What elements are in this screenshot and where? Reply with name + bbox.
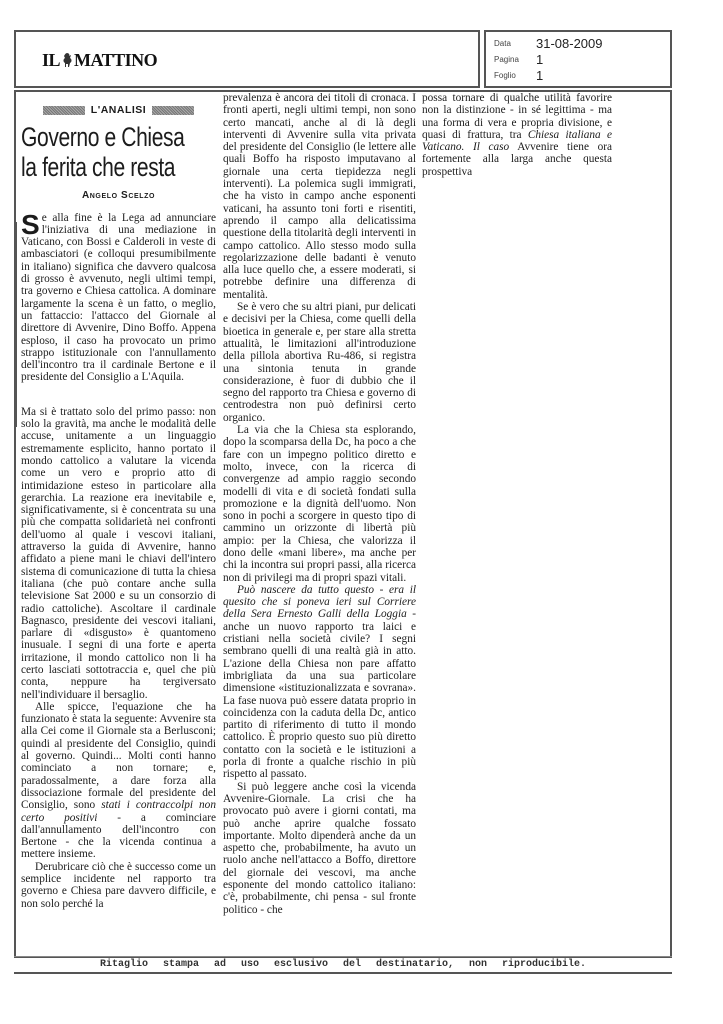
headline-line-2: la ferita che resta	[21, 152, 176, 183]
meta-value-sheet: 1	[536, 68, 544, 83]
section-kicker	[21, 104, 216, 116]
newspaper-logo	[42, 50, 157, 71]
intro-text: e alla fine è la Lega ad annunciare l'iniziativa di una mediazione in Vaticano, con Bossi e Calderoli in veste di ambasciatori (e colloqui presumibilmente in italiano) significa che davvero qualcosa di grosso è avvenuto, negli ultimi tempi, tra governo e Chiesa cattolica. A dominare largamente la scena è un fatto, o meglio, un fattaccio: l'attacco del Giornale al direttore di Avvenire, Dino Boffo. Appena esploso, il caso ha provocato un primo strappo istituzionale con l'annullamento dell'incontro tra il cardinale Bertone e il presidente del Consiglio a L'Aquila.	[21, 211, 216, 384]
column-3	[422, 92, 612, 178]
logo-text-left: IL	[42, 50, 61, 70]
meta-value-date: 31-08-2009	[536, 36, 603, 51]
intro-rule	[14, 222, 17, 427]
column-1	[21, 100, 216, 910]
headline-line-1: Governo e Chiesa	[21, 122, 185, 153]
publication-meta	[484, 30, 672, 88]
kicker-label: L'ANALISI	[90, 104, 147, 116]
headline	[21, 122, 185, 183]
rooster-icon	[61, 52, 73, 68]
masthead	[14, 30, 480, 88]
logo-text-right: MATTINO	[74, 50, 158, 70]
kicker-bar	[43, 106, 85, 115]
meta-label: Foglio	[494, 71, 516, 80]
paragraph: Si può leggere anche così la vicenda Avvenire-Giornale. La crisi che ha provocato può avere i giorni contati, ma può anche aprire qualche fossato importante. Molto dipenderà anche da un aspetto che, probabilmente, ha avuto un ruolo anche nell'attacco a Boffo, direttore del giornale dei vescovi, ma anche esponente del mondo cattolico italiano: c'è, probabilmente, chi pensa - sul fronte politico - che	[223, 780, 416, 916]
paragraph: prevalenza è ancora dei titoli di cronaca. I fronti aperti, negli ultimi tempi, non sono certo mancati, anche al di là degli interventi di Avvenire sulla vita privata del presidente del Consiglio (le lettere alle quali Boffo ha risposto imputavano al giornale una certa tiepidezza negli interventi). La polemica sugli immigrati, che ha visto in campo anche esponenti vaticani, ha assunto toni forti e risentiti, aprendo il campo alla delicatissima questione della titolarità degli interventi in campo cattolico. Allo stesso modo sulla regolarizzazione delle badanti è venuto alla luce quello che, a essere moderati, si potrebbe definire una differenza di mentalità.	[223, 92, 416, 301]
meta-label: Pagina	[494, 55, 519, 64]
byline: Angelo Scelzo	[81, 190, 156, 202]
paragraph: Ma si è trattato solo del primo passo: non solo la gravità, ma anche le modalità delle accuse, unitamente a un linguaggio estremamente esplicito, hanno portato il mondo cattolico a valutare la vicenda come un vero e proprio atto di intimidazione esteso in particolare alla gerarchia. La reazione era inevitabile e, significativamente, si è concentrata su una più che compatta solidarietà nei confronti dell'uomo al quale i vescovi italiani, attraverso la guida di Avvenire, hanno affidato a piene mani le chiavi dell'intero sistema di comunicazione di tutta la chiesa italiana (che può contare anche sulla televisione Sat 2000 e su un consorzio di radio cattoliche). Ascoltare il cardinale Bagnasco, presidente dei vescovi italiani, parlare di «disgusto» è quantomeno inusuale. I segni di una forte e aperta irritazione, il mondo cattolico non li ha certo lasciati sottotraccia e, quel che più conta, neppure ha tergiversato nell'individuare il bersaglio.	[21, 405, 216, 701]
paragraph: Se è vero che su altri piani, pur delicati e decisivi per la Chiesa, come quelli della bioetica in generale e, per stare alla stretta attualità, le limitazioni all'introduzione della pillola abortiva Ru-486, si registra una sintonia tenuta in grande considerazione, è fuor di dubbio che il segno del rapporto tra Chiesa e governo di centrodestra non può definirsi certo organico.	[223, 301, 416, 424]
meta-value-page: 1	[536, 52, 544, 67]
paragraph: possa tornare di qualche utilità favorire non la distinzione - in sé legittima - ma una forma di vera e propria divisione, e quasi di frattura, tra Chiesa italiana e Vaticano. Il caso Avvenire tiene ora fortemente alla larga anche questa prospettiva	[422, 92, 612, 178]
paragraph: Derubricare ciò che è successo come un semplice incidente nel rapporto tra governo e Chiesa pare davvero difficile, e non solo perché la	[21, 860, 216, 910]
clipping-notice: Ritaglio stampa ad uso esclusivo del destinatario, non riproducibile.	[14, 956, 672, 974]
meta-label: Data	[494, 39, 511, 48]
kicker-bar	[152, 106, 194, 115]
drop-cap: S	[21, 208, 40, 240]
paragraph: Alle spicce, l'equazione che ha funzionato è stata la seguente: Avvenire sta alla Cei come il Giornale sta a Berlusconi; quindi al presidente del Consiglio, quindi al governo. Quindi... Molti conti hanno cominciato a non tornare; e, paradossalmente, a dare forza alla dissociazione formale del presidente del Consiglio, sono stati i contraccolpi non certo positivi - a cominciare dall'annullamento dell'incontro con Bertone - che la vicenda continua a mettere insieme.	[21, 700, 216, 861]
paragraph: La via che la Chiesa sta esplorando, dopo la scomparsa della Dc, ha poco a che fare con un impegno politico diretto e molto, invece, con la ricerca di convergenze ad ampio raggio secondo modelli di vita e di società fondati sulla promozione e la dignità dell'uomo. Non sono in pochi a scorgere in questo tipo di cammino un orizzonte di libertà più ampio: per la Chiesa, che valorizza il dono delle «mani libere», ma anche per chi la incontra sui propri passi, alla ricerca non di privilegi ma di propri spazi vitali.	[223, 424, 416, 584]
intro-block	[21, 208, 216, 384]
column-2	[223, 92, 416, 916]
paragraph: Può nascere da tutto questo - era il quesito che si poneva ieri sul Corriere della Sera Ernesto Galli della Loggia - anche un nuovo rapporto tra laici e cristiani nella società civile? I segni sembrano quelli di una realtà già in atto. L'azione della Chiesa non pare affatto imbrigliata da una sua particolare dimensione «istituzionalizzata e sovrana». La fase nuova può essere datata proprio in coincidenza con la caduta della Dc, antico partito di riferimento di tutto il mondo cattolico. È proprio questo suo più diretto contatto con la società e le istituzioni a porla di fronte a qualche rischio in più rispetto al passato.	[223, 583, 416, 781]
